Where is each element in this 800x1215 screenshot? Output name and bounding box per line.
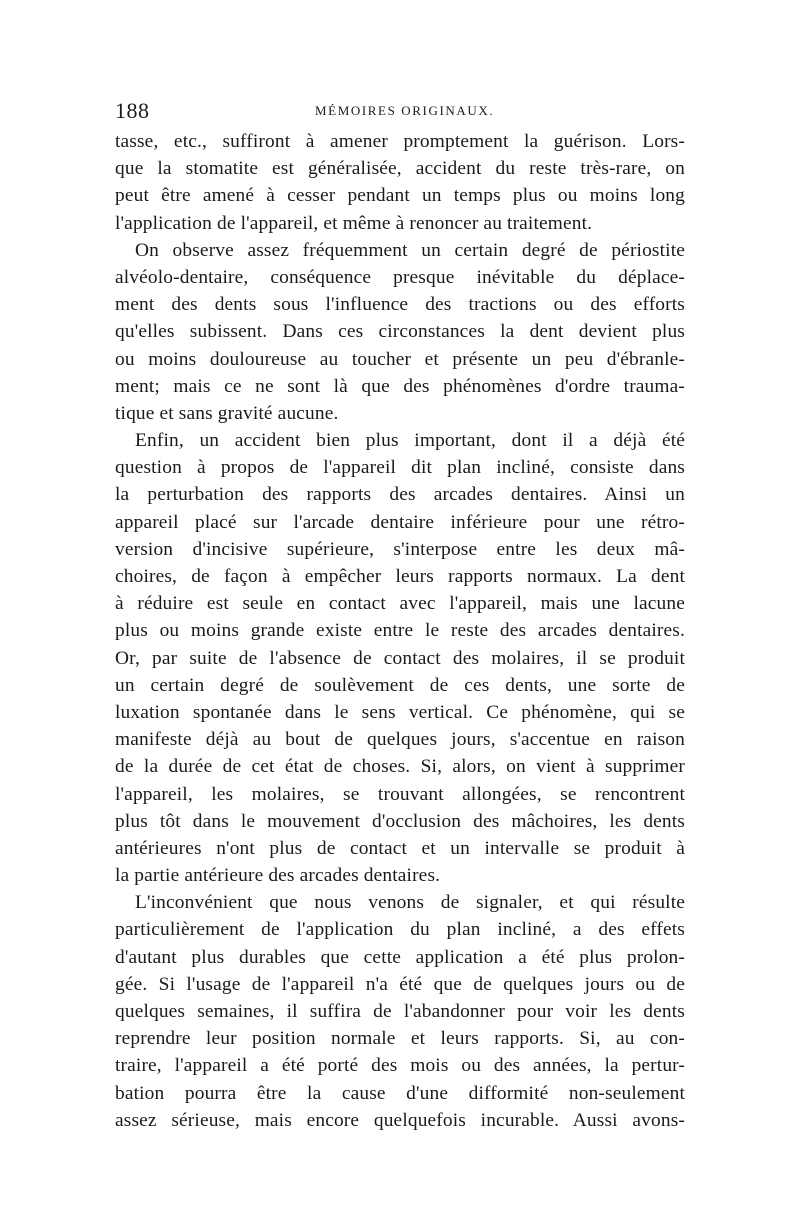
running-head: MÉMOIRES ORIGINAUX. [315, 103, 495, 118]
text-line: antérieures n'ont plus de contact et un intervalle se produit à [115, 837, 685, 859]
text-line: la partie antérieure des arcades dentaires. [115, 865, 441, 887]
text-line: reprendre leur position normale et leurs rapports. Si, au con- [115, 1028, 685, 1050]
page-number: 188 [115, 98, 150, 123]
text-line: manifeste déjà au bout de quelques jours, s'accentue en raison [115, 729, 685, 751]
text-line: tasse, etc., suffiront à amener promptement la guérison. Lors- [115, 131, 685, 152]
text-line: que la stomatite est généralisée, accident du reste très-rare, on [115, 158, 685, 180]
text-line: gée. Si l'usage de l'appareil n'a été que de quelques jours ou de [115, 973, 685, 995]
text-line: ou moins douloureuse au toucher et présente un peu d'ébranle- [115, 348, 685, 370]
text-line: tique et sans gravité aucune. [115, 402, 339, 424]
text-line: ment des dents sous l'influence des tractions ou des efforts [115, 294, 685, 316]
text-line: appareil placé sur l'arcade dentaire inférieure pour une rétro- [115, 511, 685, 533]
text-line: version d'incisive supérieure, s'interpose entre les deux mâ- [115, 538, 685, 560]
text-line: qu'elles subissent. Dans ces circonstances la dent devient plus [115, 321, 685, 343]
text-line: l'appareil, les molaires, se trouvant allongées, se rencontrent [115, 783, 685, 805]
text-line: Or, par suite de l'absence de contact des molaires, il se produit [115, 647, 685, 669]
text-line: quelques semaines, il suffira de l'abandonner pour voir les dents [115, 1001, 685, 1022]
text-line: assez sérieuse, mais encore quelquefois incurable. Aussi avons- [115, 1109, 685, 1131]
text-line: question à propos de l'appareil dit plan incliné, consiste dans [115, 457, 685, 479]
text-line: traire, l'appareil a été porté des mois ou des années, la pertur- [115, 1055, 685, 1077]
text-line: ment; mais ce ne sont là que des phénomènes d'ordre trauma- [115, 375, 685, 397]
text-line: luxation spontanée dans le sens vertical. Ce phénomène, qui se [115, 701, 685, 723]
body-text [115, 128, 685, 1134]
text-line: plus tôt dans le mouvement d'occlusion des mâchoires, les dents [115, 810, 685, 832]
text-line: la perturbation des rapports des arcades dentaires. Ainsi un [115, 484, 685, 506]
text-line: de la durée de cet état de choses. Si, alors, on vient à supprimer [115, 756, 685, 778]
text-line: alvéolo-dentaire, conséquence presque inévitable du déplace- [115, 266, 685, 288]
text-line: On observe assez fréquemment un certain degré de périostite [135, 239, 685, 261]
text-line: un certain degré de soulèvement de ces dents, une sorte de [115, 674, 685, 696]
text-line: d'autant plus durables que cette application a été plus prolon- [115, 946, 685, 968]
text-line: bation pourra être la cause d'une difformité non-seulement [115, 1082, 685, 1104]
text-line: peut être amené à cesser pendant un temps plus ou moins long [115, 185, 685, 207]
text-line: Enfin, un accident bien plus important, dont il a déjà été [135, 430, 685, 452]
text-line: l'application de l'appareil, et même à renoncer au traitement. [115, 212, 593, 234]
text-line: plus ou moins grande existe entre le reste des arcades dentaires. [115, 620, 685, 642]
text-line: particulièrement de l'application du plan incliné, a des effets [115, 919, 685, 941]
text-line: choires, de façon à empêcher leurs rapports normaux. La dent [115, 566, 685, 587]
page-header [115, 98, 695, 128]
text-line: à réduire est seule en contact avec l'appareil, mais une lacune [115, 593, 685, 615]
text-line: L'inconvénient que nous venons de signaler, et qui résulte [135, 892, 685, 914]
